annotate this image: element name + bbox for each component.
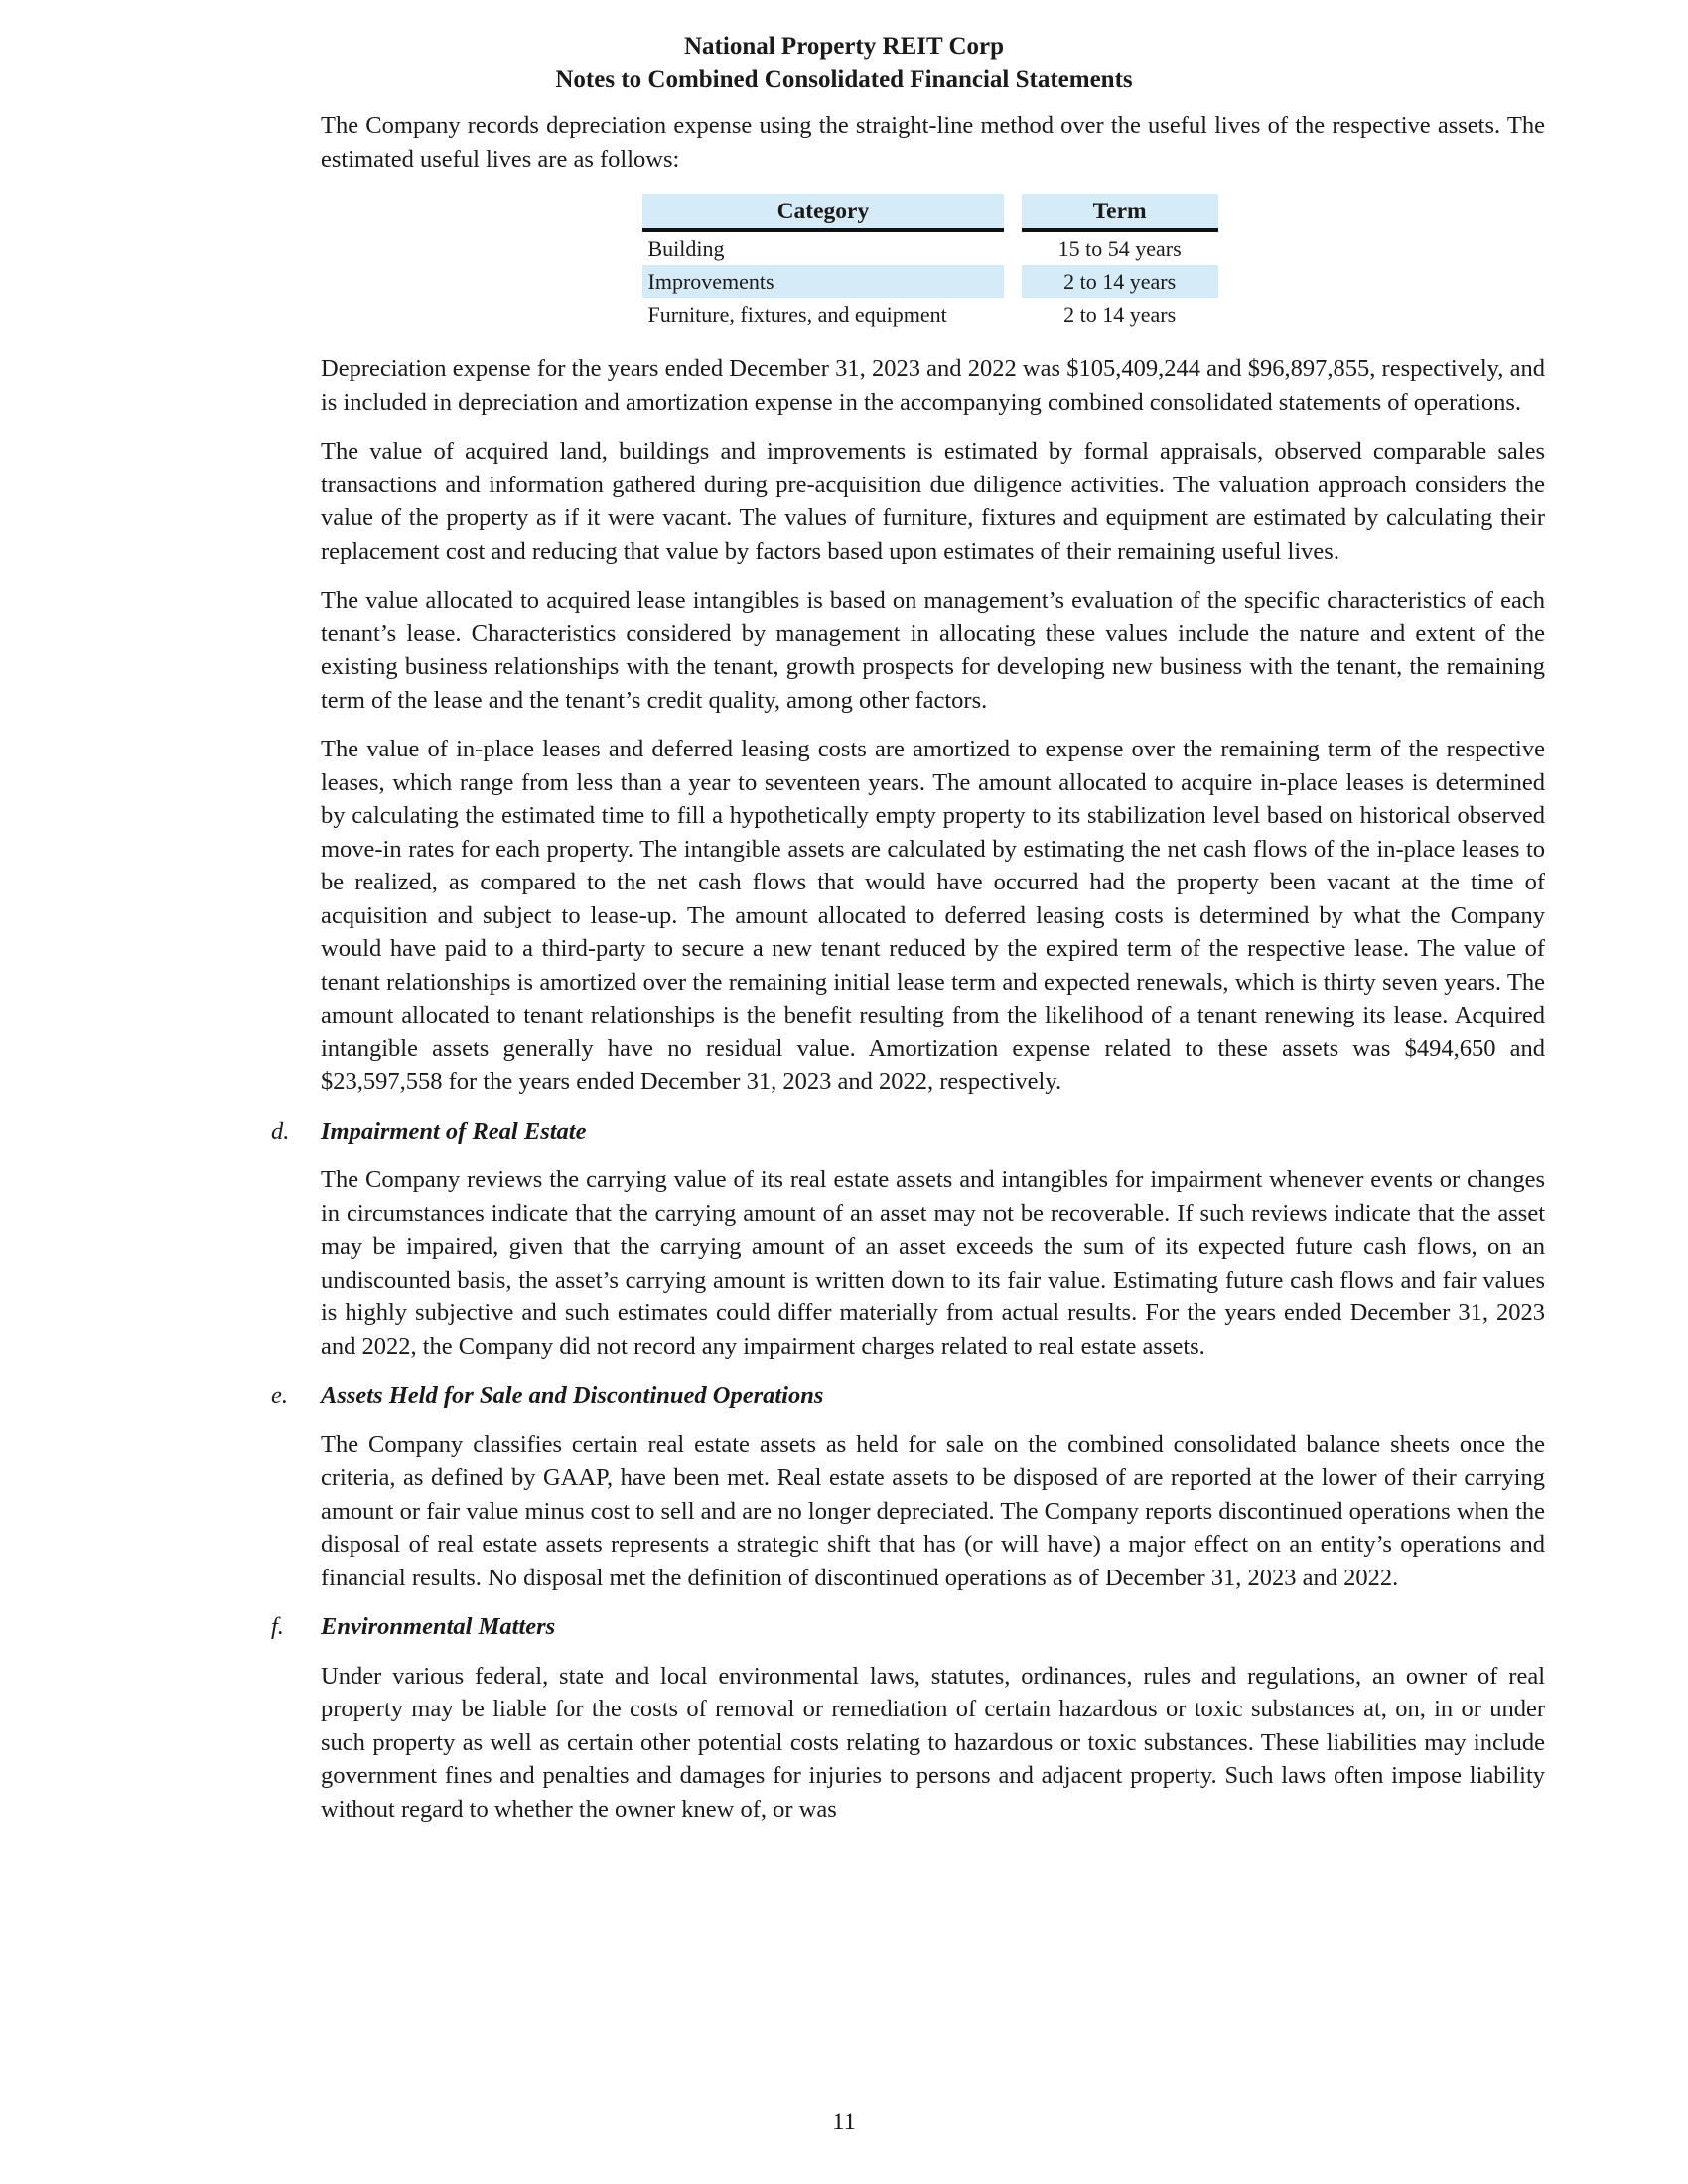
column-gap: [1004, 298, 1021, 331]
lease-intangibles-paragraph: The value allocated to acquired lease intangibles is based on management’s evaluation of the specific characteristics of each tenant’s lease. Characteristics considered by management in allocating these values include the nature and extent of the existing business relationships with the tenant, growth prospects for developing new business with the tenant, the remaining term of the lease and the tenant’s credit quality, among other factors.: [321, 587, 1545, 714]
column-gap: [1004, 232, 1021, 265]
useful-lives-table: [642, 194, 1218, 331]
section-heading: Impairment of Real Estate: [321, 1117, 587, 1145]
intro-paragraph: The Company records depreciation expense using the straight-line method over the useful lives of the respective assets. The estimated useful lives are as follows:: [321, 112, 1545, 173]
page-header: [0, 30, 1688, 97]
table-row: [642, 265, 1218, 298]
term-cell: 2 to 14 years: [1022, 265, 1218, 298]
useful-lives-table-wrapper: [642, 194, 1218, 331]
term-cell: 15 to 54 years: [1057, 236, 1182, 261]
section-environmental-matters: [271, 1610, 1545, 1826]
category-cell: Furniture, fixtures, and equipment: [647, 302, 947, 327]
page-content: [271, 109, 1545, 1842]
table-header-row: [642, 194, 1218, 232]
section-heading: Assets Held for Sale and Discontinued Operations: [321, 1382, 824, 1409]
section-letter: f.: [271, 1613, 284, 1640]
acquired-land-valuation-paragraph: The value of acquired land, buildings and improvements is estimated by formal appraisals, observed comparable sales transactions and information gathered during pre-acquisition due diligence activities. The valuation approach considers the value of the property as if it were vacant. The values of furniture, fixtures and equipment are estimated by calculating their replacement cost and reducing that value by factors based upon estimates of their remaining useful lives.: [321, 438, 1545, 565]
section-impairment: [271, 1115, 1545, 1364]
term-cell: 2 to 14 years: [1063, 302, 1177, 327]
in-place-leases-paragraph: The value of in-place leases and deferred leasing costs are amortized to expense over the remaining term of the respective leases, which range from less than a year to seventeen years. The amount allocated to acquire in-place leases is determined by calculating the estimated time to fill a hypothetically empty property to its stabilization level based on historical observed move-in rates for each property. The intangible assets are calculated by estimating the net cash flows of the in-place leases to be realized, as compared to the net cash flows that would have occurred had the property been vacant at the time of acquisition and subject to lease-up. The amount allocated to deferred leasing costs is determined by what the Company would have paid to a third-party to secure a new tenant reduced by the expired term of the respective lease. The value of tenant relationships is amortized over the remaining initial lease term and expected renewals, which is thirty seven years. The amount allocated to tenant relationships is the benefit resulting from the likelihood of a tenant renewing its lease. Acquired intangible assets generally have no residual value. Amortization expense related to these assets was $494,650 and $23,597,558 for the years ended December 31, 2023 and 2022, respectively.: [321, 736, 1545, 1095]
company-name: National Property REIT Corp: [684, 33, 1004, 60]
section-heading-line: [271, 1379, 1545, 1413]
section-body: Under various federal, state and local environmental laws, statutes, ordinances, rules and regulations, an owner of real property may be liable for the costs of removal or remediation of certain hazardous or toxic substances at, on, in or under such property as well as certain other potential costs relating to hazardous or toxic substances. These liabilities may include government fines and penalties and damages for injuries to persons and adjacent property. Such laws often impose liability without regard to whether the owner knew of, or was: [321, 1662, 1545, 1823]
section-heading-line: [271, 1115, 1545, 1149]
section-body: The Company classifies certain real estate assets as held for sale on the combined consolidated balance sheets once the criteria, as defined by GAAP, have been met. Real estate assets to be disposed of are reported at the lower of their carrying amount or fair value minus cost to sell and are no longer depreciated. The Company reports discontinued operations when the disposal of real estate assets represents a strategic shift that has (or will have) a major effect on an entity’s operations and financial results. No disposal met the definition of discontinued operations as of December 31, 2023 and 2022.: [321, 1431, 1545, 1591]
depreciation-expense-paragraph: Depreciation expense for the years ended December 31, 2023 and 2022 was $105,409,244 and $96,897,855, respectively, and is included in depreciation and amortization expense in the accompanying combined consolidated statements of operations.: [321, 355, 1545, 416]
section-body: The Company reviews the carrying value of its real estate assets and intangibles for impairment whenever events or changes in circumstances indicate that the carrying amount of an asset may not be recoverable. If such reviews indicate that the asset may be impaired, given that the carrying amount of an asset exceeds the sum of its expected future cash flows, on an undiscounted basis, the asset’s carrying amount is written down to its fair value. Estimating future cash flows and fair values is highly subjective and such estimates could differ materially from actual results. For the years ended December 31, 2023 and 2022, the Company did not record any impairment charges related to real estate assets.: [321, 1166, 1545, 1360]
section-heading-line: [271, 1610, 1545, 1644]
table-row: [642, 298, 1218, 331]
section-letter: e.: [271, 1382, 288, 1409]
category-cell: Improvements: [642, 265, 1005, 298]
section-heading: Environmental Matters: [321, 1613, 556, 1640]
page-number: 11: [831, 2109, 857, 2135]
column-header-term: Term: [1022, 194, 1218, 232]
column-gap: [1004, 194, 1021, 232]
section-assets-held-for-sale: [271, 1379, 1545, 1594]
category-cell: Building: [647, 236, 725, 261]
section-letter: d.: [271, 1117, 290, 1145]
document-title: Notes to Combined Consolidated Financial Statements: [555, 67, 1133, 93]
table-row: [642, 232, 1218, 265]
column-header-category: Category: [642, 194, 1005, 232]
column-gap: [1004, 265, 1021, 298]
